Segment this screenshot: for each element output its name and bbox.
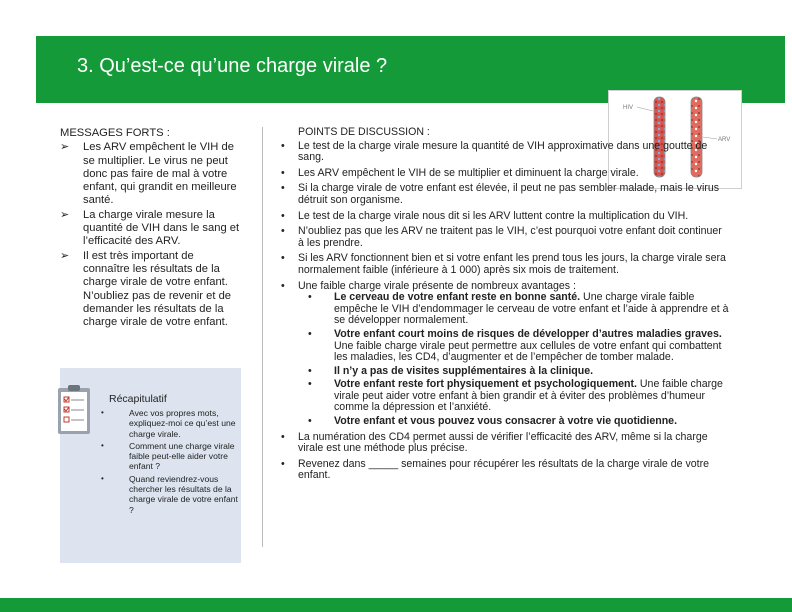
discussion-text: Les ARV empêchent le VIH de se multiplier et diminuent la charge virale. xyxy=(298,166,639,179)
discussion-text: Une faible charge virale présente de nombreux avantages : xyxy=(298,279,576,292)
column-divider xyxy=(262,127,263,547)
key-message-text: Les ARV empêchent le VIH de se multiplier. Le virus ne peut donc pas faire de mal à votre enfant, qui grandit en meilleure santé. xyxy=(83,141,237,207)
key-message-text: Il est très important de connaître les résultats de la charge virale de votre enfant. N’oubliez pas de revenir et de demander les résultats de la charge virale de votre enfant. xyxy=(83,249,232,329)
benefit-text: Une faible charge virale peut permettre aux cellules de votre enfant qui combattent les maladies, les CD4, d’augmenter et de l’empêcher de tomber malade. xyxy=(334,339,722,364)
recap-text: Avec vos propres mots, expliquez-moi ce qu’est une charge virale. xyxy=(129,408,236,439)
benefit-bold-text: Votre enfant reste fort physiquement et psychologiquement. xyxy=(334,378,637,391)
key-message-item xyxy=(60,141,243,207)
discussion-text: Si la charge virale de votre enfant est élevée, il peut ne pas sembler malade, mais le virus détruit son organisme. xyxy=(298,182,720,206)
benefit-bold-text: Le cerveau de votre enfant reste en bonne santé. xyxy=(334,291,581,304)
discussion-item xyxy=(278,281,730,428)
dot-bullet-icon: • xyxy=(101,408,104,417)
benefit-bold-text: Votre enfant court moins de risques de développer d’autres maladies graves. xyxy=(334,327,722,340)
discussion-item xyxy=(278,226,730,249)
benefit-text: Une faible charge virale peut aider votre enfant à bien grandir et à éviter des problèmes d’humeur comme la dépression et l’anxiété. xyxy=(334,378,723,414)
arrow-bullet-icon: ➢ xyxy=(60,249,70,262)
discussion-item xyxy=(278,183,730,206)
benefit-item xyxy=(298,379,730,414)
discussion-text: Le test de la charge virale mesure la quantité de VIH approximative dans une goutte de sang. xyxy=(298,139,708,164)
checklist-clipboard-icon xyxy=(56,383,94,437)
key-message-item xyxy=(60,250,243,330)
discussion-text: La numération des CD4 permet aussi de vérifier l’efficacité des ARV, même si la charge virale est une méthode plus précise. xyxy=(298,430,708,455)
benefit-text: Une charge virale faible empêche le VIH d’endommager le cerveau de votre enfant et l’aide à apprendre et à se développer normalement. xyxy=(334,291,729,327)
discussion-item xyxy=(278,168,730,180)
discussion-text: Le test de la charge virale nous dit si les ARV luttent contre la multiplication du VIH. xyxy=(298,209,689,222)
discussion-text: N’oubliez pas que les ARV ne traitent pas le VIH, c’est pourquoi votre enfant doit continuer à les prendre. xyxy=(298,225,722,249)
discussion-list xyxy=(278,141,730,482)
recap-list xyxy=(98,408,238,517)
discussion-heading: POINTS DE DISCUSSION : xyxy=(298,126,430,138)
dot-bullet-icon: • xyxy=(281,279,285,292)
benefit-bold-text: Votre enfant et vous pouvez vous consacrer à votre vie quotidienne. xyxy=(334,415,678,428)
dot-bullet-icon: • xyxy=(308,327,312,340)
dot-bullet-icon: • xyxy=(281,209,285,222)
dot-bullet-icon: • xyxy=(281,252,285,265)
benefit-item xyxy=(298,292,730,327)
dot-bullet-icon: • xyxy=(281,457,285,470)
arrow-bullet-icon: ➢ xyxy=(60,208,70,221)
recap-item xyxy=(98,408,238,439)
benefit-item xyxy=(298,329,730,364)
discussion-item xyxy=(278,211,730,223)
discussion-text: Revenez dans _____ semaines pour récupérer les résultats de la charge virale de votre enfant. xyxy=(298,457,710,482)
recap-text: Quand reviendrez-vous chercher les résultats de la charge virale de votre enfant ? xyxy=(129,473,238,515)
dot-bullet-icon: • xyxy=(308,378,312,391)
recap-title: Récapitulatif xyxy=(109,393,167,405)
figure-label-left: HIV xyxy=(623,105,634,111)
discussion-item xyxy=(278,459,730,482)
dot-bullet-icon: • xyxy=(308,364,312,377)
key-messages-heading: MESSAGES FORTS : xyxy=(60,127,170,139)
benefits-list xyxy=(298,292,730,428)
discussion-text: Si les ARV fonctionnent bien et si votre enfant les prend tous les jours, la charge virale sera normalement faible (inférieure à 1 000) après six mois de traitement. xyxy=(298,252,726,276)
dot-bullet-icon: • xyxy=(101,473,104,483)
benefit-bold-text: Il n’y a pas de visites supplémentaires à la clinique. xyxy=(334,364,594,377)
key-message-text: La charge virale mesure la quantité de VIH dans le sang et l’efficacité des ARV. xyxy=(83,208,240,248)
recap-item xyxy=(98,474,238,515)
discussion-item xyxy=(278,253,730,276)
recap-item xyxy=(98,441,238,472)
dot-bullet-icon: • xyxy=(308,291,312,304)
arrow-bullet-icon: ➢ xyxy=(60,141,70,154)
benefit-item xyxy=(298,416,730,428)
page-title: 3. Qu’est-ce qu’une charge virale ? xyxy=(77,55,388,77)
discussion-item xyxy=(278,432,730,455)
figure-label-right: ARV xyxy=(718,137,731,143)
footer-bar xyxy=(0,598,792,612)
dot-bullet-icon: • xyxy=(308,415,312,428)
dot-bullet-icon: • xyxy=(281,139,285,152)
benefit-item xyxy=(298,366,730,378)
dot-bullet-icon: • xyxy=(281,430,285,443)
dot-bullet-icon: • xyxy=(281,166,285,179)
discussion-points-section xyxy=(278,127,730,486)
discussion-item xyxy=(278,141,730,164)
recap-box xyxy=(60,368,241,563)
dot-bullet-icon: • xyxy=(101,440,104,450)
dot-bullet-icon: • xyxy=(281,225,285,238)
key-messages-section xyxy=(60,127,243,330)
key-message-item xyxy=(60,209,243,249)
dot-bullet-icon: • xyxy=(281,182,285,195)
recap-text: Comment une charge virale faible peut-elle aider votre enfant ? xyxy=(129,440,235,472)
key-messages-list xyxy=(60,141,243,329)
